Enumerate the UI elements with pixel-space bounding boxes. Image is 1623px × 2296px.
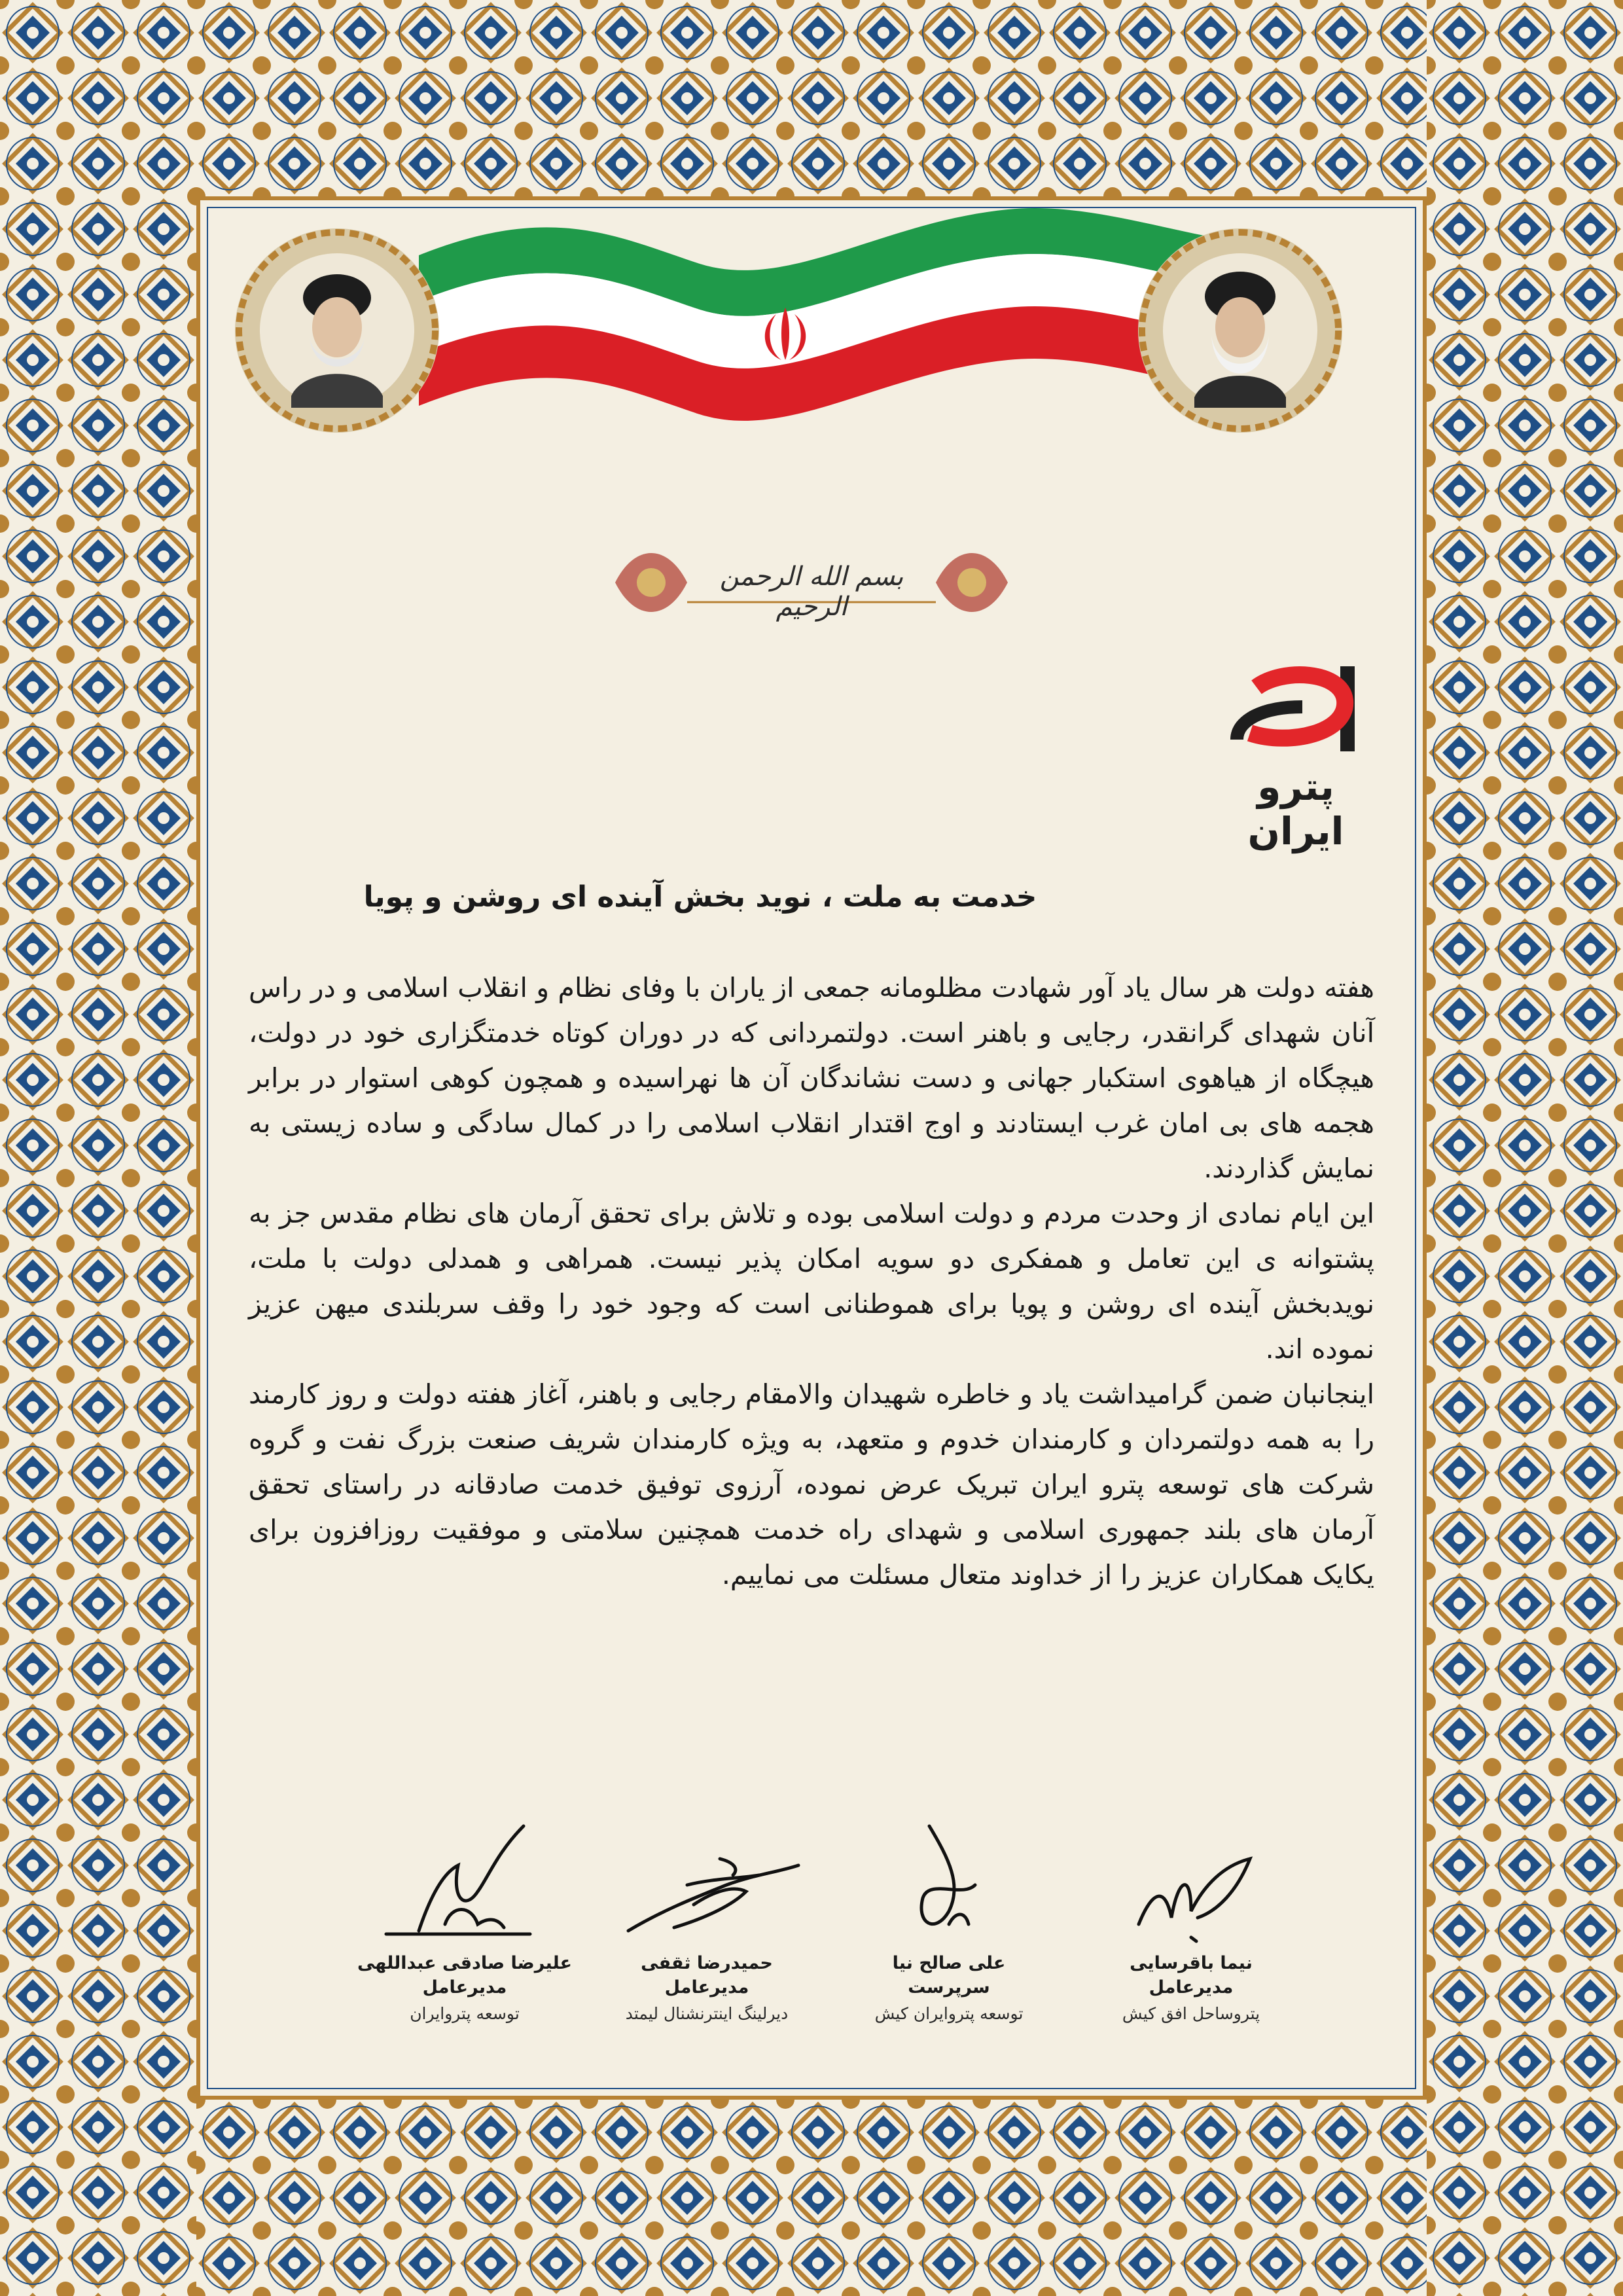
signer-company: دیرلینگ اینترنشنال لیمتد xyxy=(625,2004,789,2023)
ornament-border-bottom xyxy=(0,2100,1623,2296)
signer-name: نیما باقرسایی xyxy=(1130,1953,1253,1973)
handwritten-signature-icon xyxy=(851,1813,1047,1950)
signer-company: توسعه پتروایران کیش xyxy=(874,2004,1024,2023)
ornament-border-left xyxy=(0,0,196,2296)
signer-company: توسعه پتروایران xyxy=(410,2004,520,2023)
signer-role: مدیرعامل xyxy=(1149,1977,1234,1998)
bismillah-text: بسم الله الرحمن الرحیم xyxy=(719,562,904,622)
ornament-border-top xyxy=(0,0,1623,196)
signer-name: علی صالح نیا xyxy=(892,1953,1006,1973)
handwritten-signature-icon xyxy=(609,1813,805,1950)
signer-name: علیرضا صادقی عبداللهی xyxy=(357,1953,572,1973)
handwritten-signature-icon xyxy=(1093,1813,1289,1950)
iran-flag-icon xyxy=(419,196,1204,471)
signer-role: سرپرست xyxy=(908,1977,990,1998)
ornament-border-right xyxy=(1427,0,1623,2296)
signer-role: مدیرعامل xyxy=(664,1977,749,1998)
signer-role: مدیرعامل xyxy=(422,1977,507,1998)
petro-iran-logo xyxy=(1211,661,1381,853)
petro-iran-logo-icon xyxy=(1211,661,1381,772)
signature-block xyxy=(589,1813,825,2075)
paragraph: هفته دولت هر سال یاد آور شهادت مظلومانه جمعی از یاران با وفای نظام و انقلاب اسلامی و در راس آنان شهدای گرانقدر، رجایی و باهنر است. دولتمردانی که در دوران کوتاه خدمتگزاری خود در دولت، هیچگاه از هیاهوی استکبار جهانی و دست نشاندگان آن ها نهراسیده و همچون کوهی استوار در برابر هجمه های بی امان غرب ایستادند و اوج اقتدار انقلاب اسلامی را در کمال سادگی و ساده زیستی به نمایش گذاردند. xyxy=(249,972,1374,1184)
imam-portrait-icon xyxy=(1135,226,1345,435)
signature-block xyxy=(831,1813,1067,2075)
bismillah-banner xyxy=(609,530,1014,635)
signer-name: حمیدرضا ثقفی xyxy=(641,1953,773,1973)
logo-text: پترو ایران xyxy=(1247,764,1344,853)
document-title: خدمت به ملت ، نوید بخش آینده ای روشن و پویا xyxy=(363,880,1037,914)
paragraph: اینجانبان ضمن گرامیداشت یاد و خاطره شهیدان والامقام رجایی و باهنر، آغاز هفته دولت و روز کارمند را به همه دولتمردان و کارمندان خدوم و متعهد، به ویژه کارمندان شریف صنعت بزرگ نفت و گروه شرکت های توسعه پترو ایران تبریک عرض نموده، آرزوی توفیق خدمت صادقانه در راستای تحقق آرمان های بلند جمهوری اسلامی و شهدای راه خدمت همچنین سلامتی و موفقیت روزافزون برای یکایک همکاران عزیز را از خداوند متعال مسئلت می نماییم. xyxy=(249,1378,1374,1590)
leader-portrait-icon xyxy=(232,226,442,435)
paragraph: این ایام نمادی از وحدت مردم و دولت اسلامی بوده و تلاش برای تحقق آرمان های نظام مقدس جز به پشتوانه ی این تعامل و همفکری دو سویه امکان پذیر نیست. همراهی و همدلی دولت با ملت، نویدبخش آینده ای روشن و پویا برای هموطنانی است که وجود خود را وقف سربلندی میهن عزیز نموده اند. xyxy=(249,1198,1374,1365)
handwritten-signature-icon xyxy=(366,1813,563,1950)
signatures-row xyxy=(340,1813,1309,2075)
signature-block xyxy=(1073,1813,1309,2075)
signature-block xyxy=(347,1813,582,2075)
signer-company: پتروساحل افق کیش xyxy=(1122,2004,1260,2023)
document-body xyxy=(249,965,1374,1598)
